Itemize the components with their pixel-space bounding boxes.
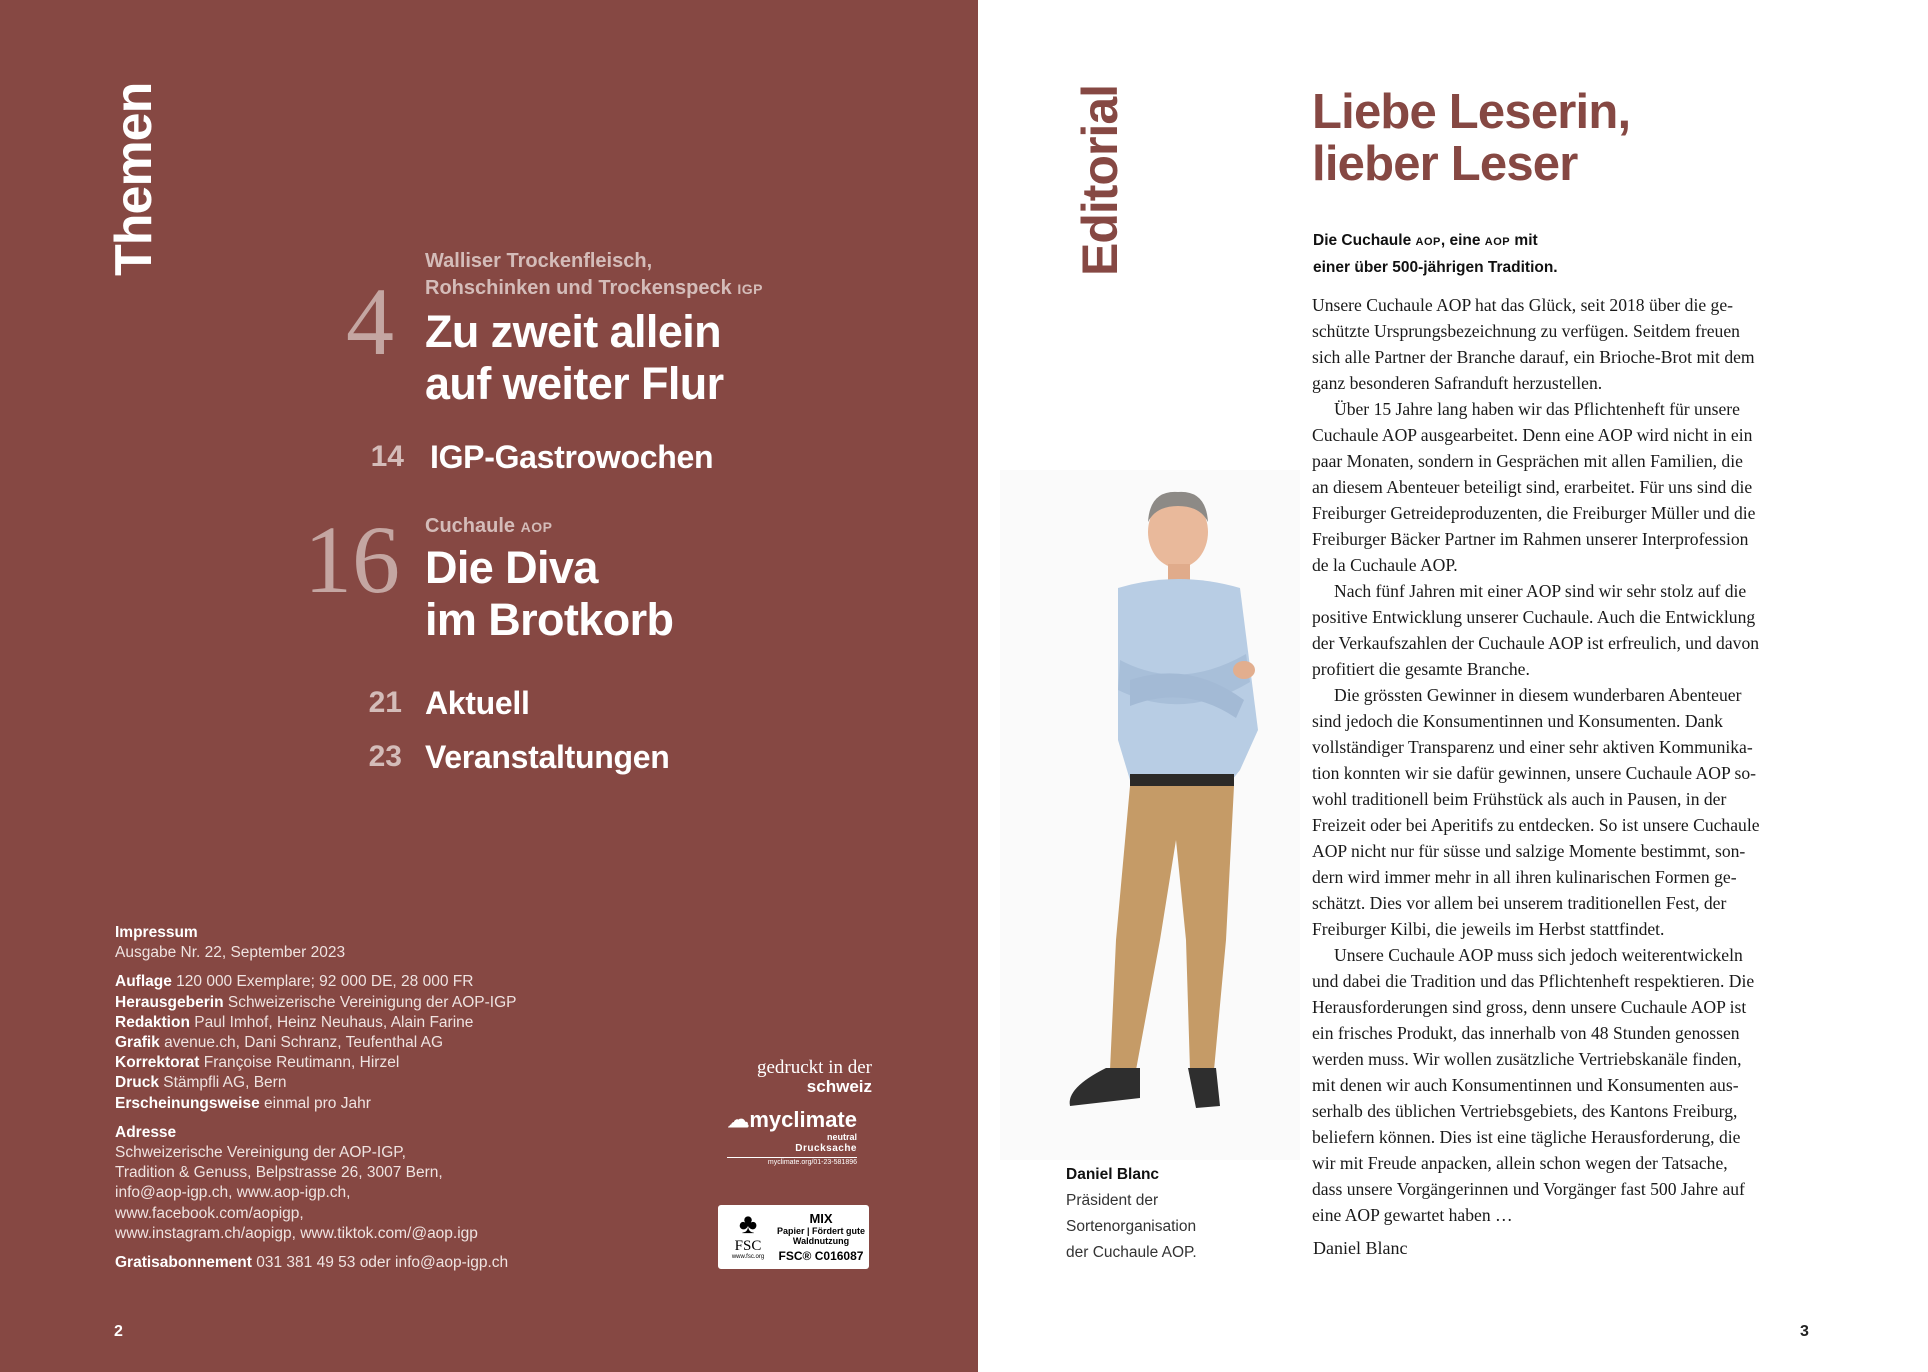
caption-name: Daniel Blanc — [1066, 1166, 1160, 1183]
toc-kicker — [425, 513, 552, 541]
printed-line: gedruckt in der — [756, 1057, 872, 1078]
caption-text: Präsident der Sortenorganisation der Cuchaule AOP. — [1066, 1192, 1197, 1261]
toc-number: 4 — [346, 268, 394, 375]
page-number-left: 2 — [114, 1323, 123, 1340]
impressum-herausgeberin — [115, 993, 675, 1013]
lead-text: einer über 500-jährigen Tradition. — [1313, 259, 1558, 276]
fsc-description: Papier | Fördert gute Waldnutzung — [776, 1226, 866, 1246]
fsc-label — [774, 1211, 868, 1264]
impressum-erscheinungsweise — [115, 1094, 675, 1114]
editorial-paragraph: Nach fünf Jahren mit einer AOP sind wir sehr stolz auf die positive Entwicklung unserer Cuchaule. Auch die Entwicklung der Verkaufszahlen der Cuchaule AOP ist erfreulich, und davon profitiert die gesamte Branche. — [1312, 581, 1760, 679]
lead-tag: AOP — [1484, 236, 1511, 248]
toc-number: 21 — [368, 686, 402, 719]
myclimate-druck: Drucksache — [795, 1143, 857, 1154]
editorial-paragraph: Über 15 Jahre lang haben wir das Pflichtenheft für unsere Cuchaule AOP ausgearbeitet. Denn eine AOP wird nicht in ein paar Monaten, sondern in Gesprächen mit allen Familien, die an diesem Abenteuer beteiligt sind, erarbeitet. Für uns sind die Freiburger Getreideproduzenten, die Freiburger Müller und die Freiburger Bäcker Partner im Rahmen unserer Interprofession de la Cuchaule AOP. — [1312, 399, 1756, 575]
toc-title-line: im Brotkorb — [425, 594, 674, 645]
headline-line: lieber Leser — [1312, 137, 1578, 191]
toc-kicker-line: Rohschinken und Trockenspeck — [425, 277, 732, 299]
myclimate-url: myclimate.org/01-23-581896 — [767, 1159, 857, 1166]
editorial-signature: Daniel Blanc — [1313, 1238, 1408, 1258]
impressum-label: Auflage — [115, 973, 172, 991]
lead-text: Die Cuchaule — [1313, 232, 1416, 249]
lead-tag: AOP — [1415, 236, 1441, 248]
impressum-auflage — [115, 972, 675, 992]
cloud-icon: ☁ — [727, 1107, 750, 1132]
impressum-value: 120 000 Exemplare; 92 000 DE, 28 000 FR — [171, 973, 474, 991]
headline-line: Liebe Leserin, — [1312, 85, 1631, 139]
impressum-heading: Impressum — [115, 924, 198, 941]
toc-kicker-line: Cuchaule — [425, 515, 516, 537]
toc-title-line: auf weiter Flur — [425, 358, 724, 409]
impressum-adresse-line: www.instagram.ch/aopigp, www.tiktok.com/@aop.igp — [115, 1224, 478, 1242]
toc-title — [425, 306, 724, 410]
impressum-label: Grafik — [115, 1034, 160, 1052]
impressum-label: Gratisabonnement — [115, 1254, 252, 1272]
impressum-value: einmal pro Jahr — [259, 1094, 371, 1112]
toc-number: 23 — [368, 740, 402, 773]
portrait-photo — [1000, 470, 1300, 1160]
toc-title — [425, 542, 673, 646]
section-title-editorial: Editorial — [1072, 84, 1128, 276]
toc-kicker — [425, 248, 763, 303]
toc-title: IGP-Gastrowochen — [430, 439, 714, 475]
photo-caption — [1066, 1162, 1197, 1266]
lead-text: , eine — [1440, 232, 1485, 249]
toc-kicker-tag: AOP — [520, 519, 553, 535]
section-title-themen: Themen — [105, 82, 163, 276]
fsc-url: www.fsc.org — [731, 1254, 765, 1260]
toc-title-line: Zu zweit allein — [425, 306, 722, 357]
printed-line: schweiz — [806, 1077, 872, 1096]
impressum-druck — [115, 1073, 675, 1093]
lead-text: mit — [1510, 232, 1538, 249]
myclimate-badge — [727, 1108, 857, 1168]
impressum-value: avenue.ch, Dani Schranz, Teufenthal AG — [159, 1034, 444, 1052]
myclimate-logo — [727, 1108, 857, 1132]
page-number-right: 3 — [1800, 1323, 1809, 1340]
fsc-code: FSC® C016087 — [778, 1249, 864, 1263]
toc-number: 16 — [304, 506, 400, 613]
fsc-badge — [716, 1203, 871, 1271]
editorial-paragraph: Unsere Cuchaule AOP hat das Glück, seit 2018 über die ge- schützte Ursprungsbezeichnung zu verfügen. Seitdem freuen sich alle Partner der Branche darauf, ein Brioche-Brot mit dem ganz besonderen Safranduft herzustellen. — [1312, 295, 1755, 393]
impressum-label: Erscheinungsweise — [115, 1094, 260, 1112]
impressum-grafik — [115, 1033, 675, 1053]
tree-icon: ♣ — [738, 1208, 758, 1239]
impressum-redaktion — [115, 1013, 675, 1033]
editorial-lead — [1313, 228, 1558, 281]
editorial-headline — [1312, 86, 1630, 190]
fsc-logo — [724, 1209, 772, 1269]
printed-in-switzerland-badge — [712, 1058, 872, 1096]
toc-title: Veranstaltungen — [425, 739, 670, 775]
impressum-label: Korrektorat — [115, 1054, 200, 1072]
impressum — [115, 923, 675, 1273]
impressum-value: Stämpfli AG, Bern — [158, 1074, 287, 1092]
impressum-abo — [115, 1253, 675, 1273]
toc-kicker-tag: IGP — [737, 281, 763, 297]
toc-number: 14 — [370, 440, 404, 473]
impressum-issue: Ausgabe Nr. 22, September 2023 — [115, 944, 346, 962]
editorial-body — [1312, 292, 1812, 1228]
impressum-label: Redaktion — [115, 1013, 190, 1031]
editorial-paragraph: Die grössten Gewinner in diesem wunderbaren Abenteuer sind jedoch die Konsumentinnen und Konsumenten. Dank vollständiger Transparenz und einer sehr aktiven Kommunika- tion konnten wir sie dafür gewinnen, unsere Cuchaule AOP so- wohl traditionell beim Frühstück als auch in Pausen, in der Freizeit oder bei Aperitifs zu entdecken. So ist unsere Cuchaule AOP nicht nur für süsse und salzige Momente bestimmt, son- dern wird immer mehr in all ihren kulinarischen Formen ge- schätzt. Dies vor allem bei unserem traditionellen Fest, der Freiburger Kilbi, die jeweils im Herbst stattfindet. — [1312, 685, 1760, 939]
impressum-adresse-line: Tradition & Genuss, Belpstrasse 26, 3007 Bern, — [115, 1164, 443, 1182]
toc-title: Aktuell — [425, 685, 530, 721]
toc-title-line: Die Diva — [425, 542, 598, 593]
impressum-adresse-line: www.facebook.com/aopigp, — [115, 1204, 304, 1222]
impressum-adresse-line: Schweizerische Vereinigung der AOP-IGP, — [115, 1144, 406, 1162]
myclimate-neutral: neutral — [826, 1132, 857, 1142]
fsc-logo-text: FSC — [734, 1238, 762, 1254]
impressum-adresse-label: Adresse — [115, 1123, 177, 1141]
impressum-korrektorat — [115, 1053, 675, 1073]
fsc-mix: MIX — [809, 1211, 833, 1226]
impressum-value: Paul Imhof, Heinz Neuhaus, Alain Farine — [189, 1013, 474, 1031]
impressum-label: Druck — [115, 1074, 159, 1092]
impressum-value: 031 381 49 53 oder info@aop-igp.ch — [251, 1254, 509, 1272]
impressum-value: Françoise Reutimann, Hirzel — [199, 1054, 400, 1072]
myclimate-logo-text: myclimate — [749, 1107, 857, 1132]
toc-kicker-line: Walliser Trockenfleisch, — [425, 250, 653, 272]
impressum-label: Herausgeberin — [115, 993, 224, 1011]
editorial-paragraph: Unsere Cuchaule AOP muss sich jedoch weiterentwickeln und dabei die Tradition und das Pflichtenheft respektieren. Die Herausforderungen sind gross, denn unsere Cuchaule AOP ist ein frisches Produkt, das innerhalb von 48 Stunden genossen werden muss. Wir wollen zusätzliche Vertriebskanäle finden, mit denen wir auch Konsumentinnen und Konsumenten aus- serhalb des üblichen Vertriebsgebiets, des Kantons Freiburg, beliefern können. Dies ist eine tägliche Herausforderung, die wir mit Freude anpacken, allein schon wegen der Tatsache, dass unsere Vorgängerinnen und Vorgänger fast 500 Jahre auf eine AOP gewartet haben … — [1312, 945, 1755, 1225]
impressum-value: Schweizerische Vereinigung der AOP-IGP — [223, 993, 517, 1011]
impressum-adresse-line: info@aop-igp.ch, www.aop-igp.ch, — [115, 1184, 351, 1202]
